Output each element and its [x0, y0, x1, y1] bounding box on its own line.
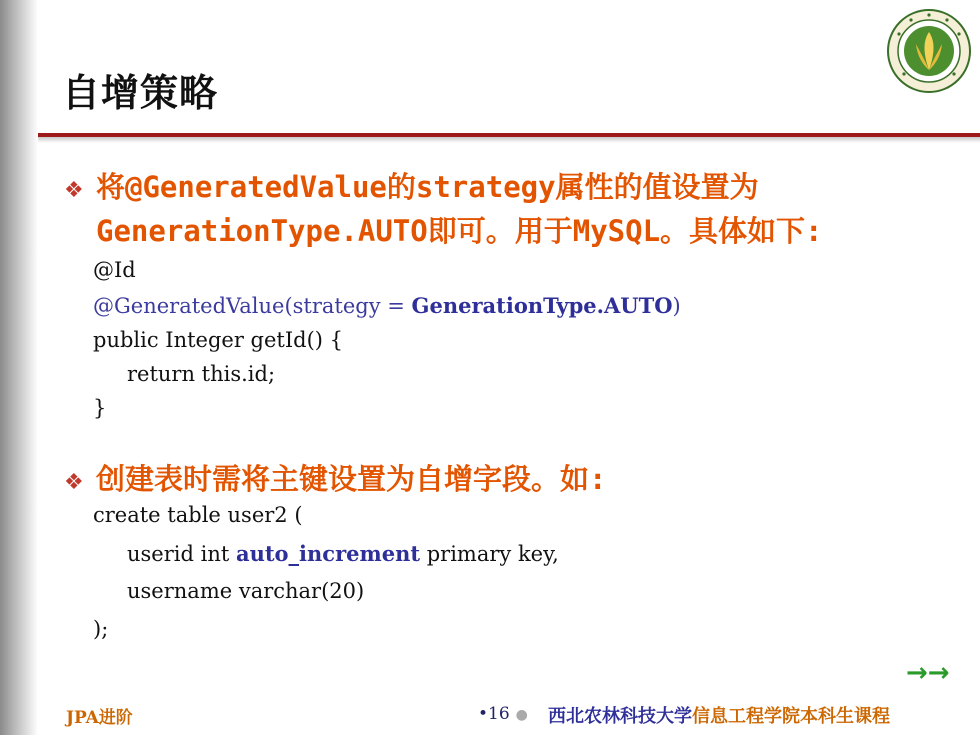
code1-line4: return this.id;	[127, 362, 276, 386]
bullet-diamond-icon: ❖	[64, 178, 84, 203]
code1-line5: }	[93, 396, 107, 420]
footer-institution	[548, 702, 890, 728]
code1-suffix: )	[672, 294, 681, 318]
page-number	[478, 704, 528, 724]
code2-line4: );	[93, 617, 109, 641]
code1-line3: public Integer getId() {	[93, 328, 344, 352]
page-number-text: •16	[478, 704, 510, 724]
code1-line1: @Id	[93, 258, 136, 282]
code2-suffix: primary key,	[420, 542, 559, 566]
left-gradient-bar	[0, 0, 38, 735]
code2-prefix: userid int	[127, 542, 236, 566]
footer-course: 信息工程学院本科生课程	[692, 706, 890, 727]
bullet1-line2: GenerationType.AUTO即可。用于MySQL。具体如下:	[96, 214, 823, 248]
page-dot: ●	[515, 707, 528, 723]
code1-keyword: GenerationType.AUTO	[411, 293, 673, 318]
code2-line1: create table user2 (	[93, 503, 303, 527]
code1-annotation: @GeneratedValue(strategy =	[93, 294, 412, 318]
bullet-diamond-icon: ❖	[64, 470, 84, 495]
footer-topic: JPA进阶	[66, 708, 133, 728]
footer-university: 西北农林科技大学	[548, 706, 692, 727]
bullet1-line1: 将@GeneratedValue的strategy属性的值设置为	[96, 170, 759, 204]
code1-line2	[93, 293, 681, 318]
code2-line3: username varchar(20)	[127, 579, 365, 603]
code2-keyword: auto_increment	[235, 541, 421, 566]
university-logo	[886, 8, 972, 94]
next-arrows-icon[interactable]: →→	[906, 658, 950, 688]
slide-title: 自增策略	[62, 71, 219, 115]
code2-line2	[127, 541, 559, 566]
title-divider-shadow	[38, 137, 980, 143]
bullet2-line1: 创建表时需将主键设置为自增字段。如:	[96, 462, 607, 496]
